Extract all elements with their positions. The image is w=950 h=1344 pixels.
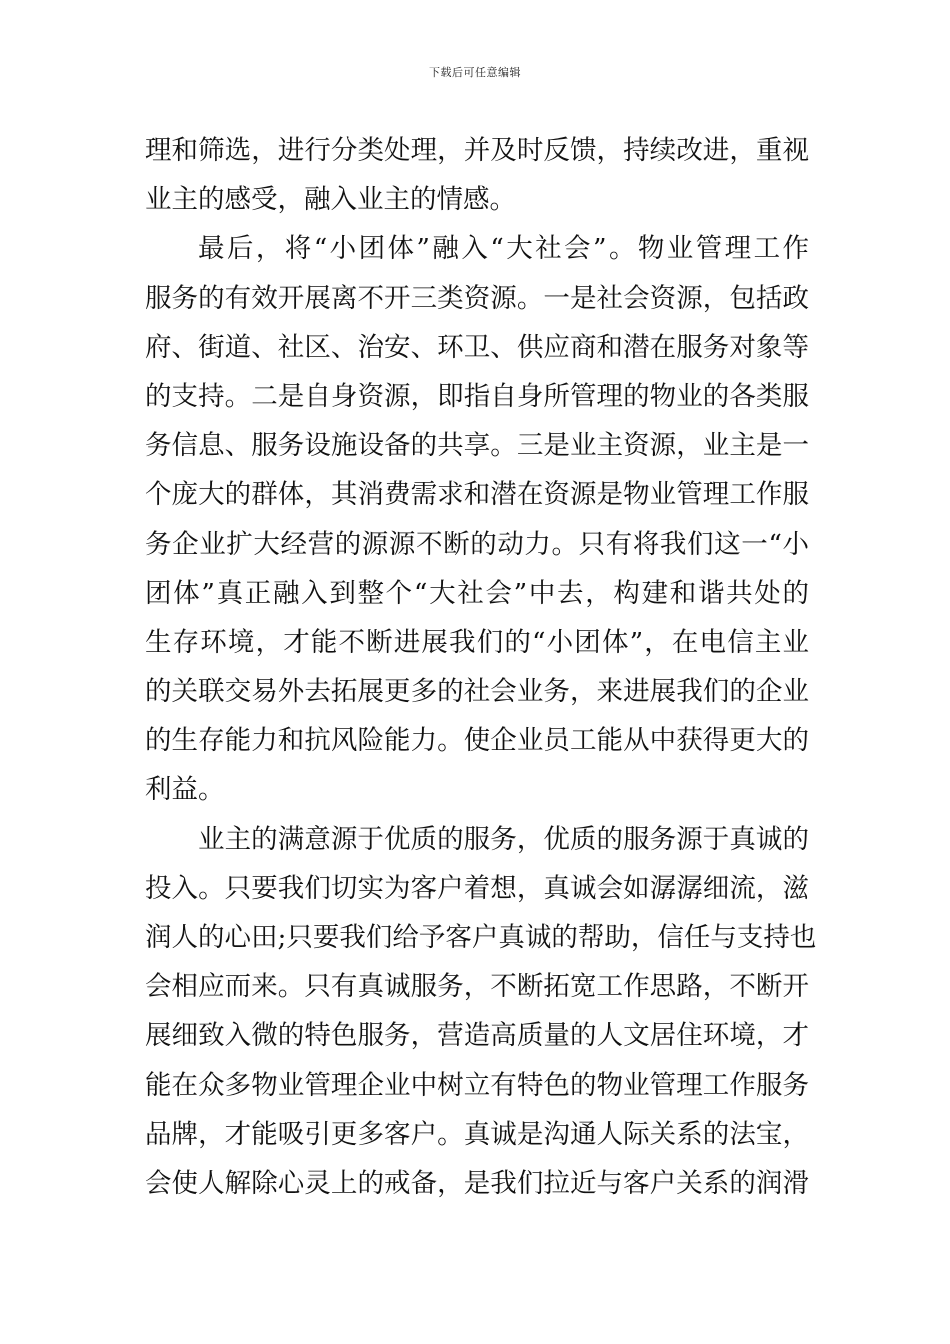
text-line: 的生存能力和抗风险能力。使企业员工能从中获得更大的	[145, 725, 809, 757]
paragraph-2	[145, 224, 809, 814]
text-line: 服务的有效开展离不开三类资源。一是社会资源，包括政	[145, 282, 809, 314]
text-line: 会相应而来。只有真诚服务，不断拓宽工作思路，不断开	[145, 971, 809, 1003]
text-line: 生存环境，才能不断进展我们的“小团体”，在电信主业	[145, 626, 809, 658]
text-line: 投入。只要我们切实为客户着想，真诚会如潺潺细流，滋	[145, 872, 809, 904]
text-line: 的关联交易外去拓展更多的社会业务，来进展我们的企业	[145, 676, 809, 708]
text-line: 务企业扩大经营的源源不断的动力。只有将我们这一“小	[145, 528, 809, 560]
text-line: 个庞大的群体，其消费需求和潜在资源是物业管理工作服	[145, 479, 809, 511]
page-header: 下载后可任意编辑	[429, 66, 521, 79]
text-line: 利益。	[145, 774, 225, 806]
paragraph-1	[145, 126, 809, 224]
text-line: 会使人解除心灵上的戒备，是我们拉近与客户关系的润滑	[145, 1167, 809, 1199]
text-line: 府、街道、社区、治安、环卫、供应商和潜在服务对象等	[145, 331, 809, 363]
text-line: 的支持。二是自身资源，即指自身所管理的物业的各类服	[145, 380, 809, 412]
text-line: 最后，将“小团体”融入“大社会”。物业管理工作	[198, 233, 809, 265]
text-line: 业主的满意源于优质的服务，优质的服务源于真诚的	[198, 823, 809, 855]
text-line: 业主的感受，融入业主的情感。	[145, 184, 516, 216]
text-line: 务信息、服务设施设备的共享。三是业主资源，业主是一	[145, 430, 809, 462]
paragraph-3	[145, 815, 817, 1209]
text-line: 润人的心田;只要我们给予客户真诚的帮助，信任与支持也	[145, 922, 817, 953]
text-line: 展细致入微的特色服务，营造高质量的人文居住环境，才	[145, 1020, 809, 1052]
text-line: 团体”真正融入到整个“大社会”中去，构建和谐共处的	[145, 577, 809, 609]
text-line: 能在众多物业管理企业中树立有特色的物业管理工作服务	[145, 1069, 809, 1101]
text-line: 品牌，才能吸引更多客户。真诚是沟通人际关系的法宝，	[145, 1118, 809, 1150]
document-body	[145, 126, 817, 1208]
text-line: 理和筛选，进行分类处理，并及时反馈，持续改进，重视	[145, 135, 809, 166]
